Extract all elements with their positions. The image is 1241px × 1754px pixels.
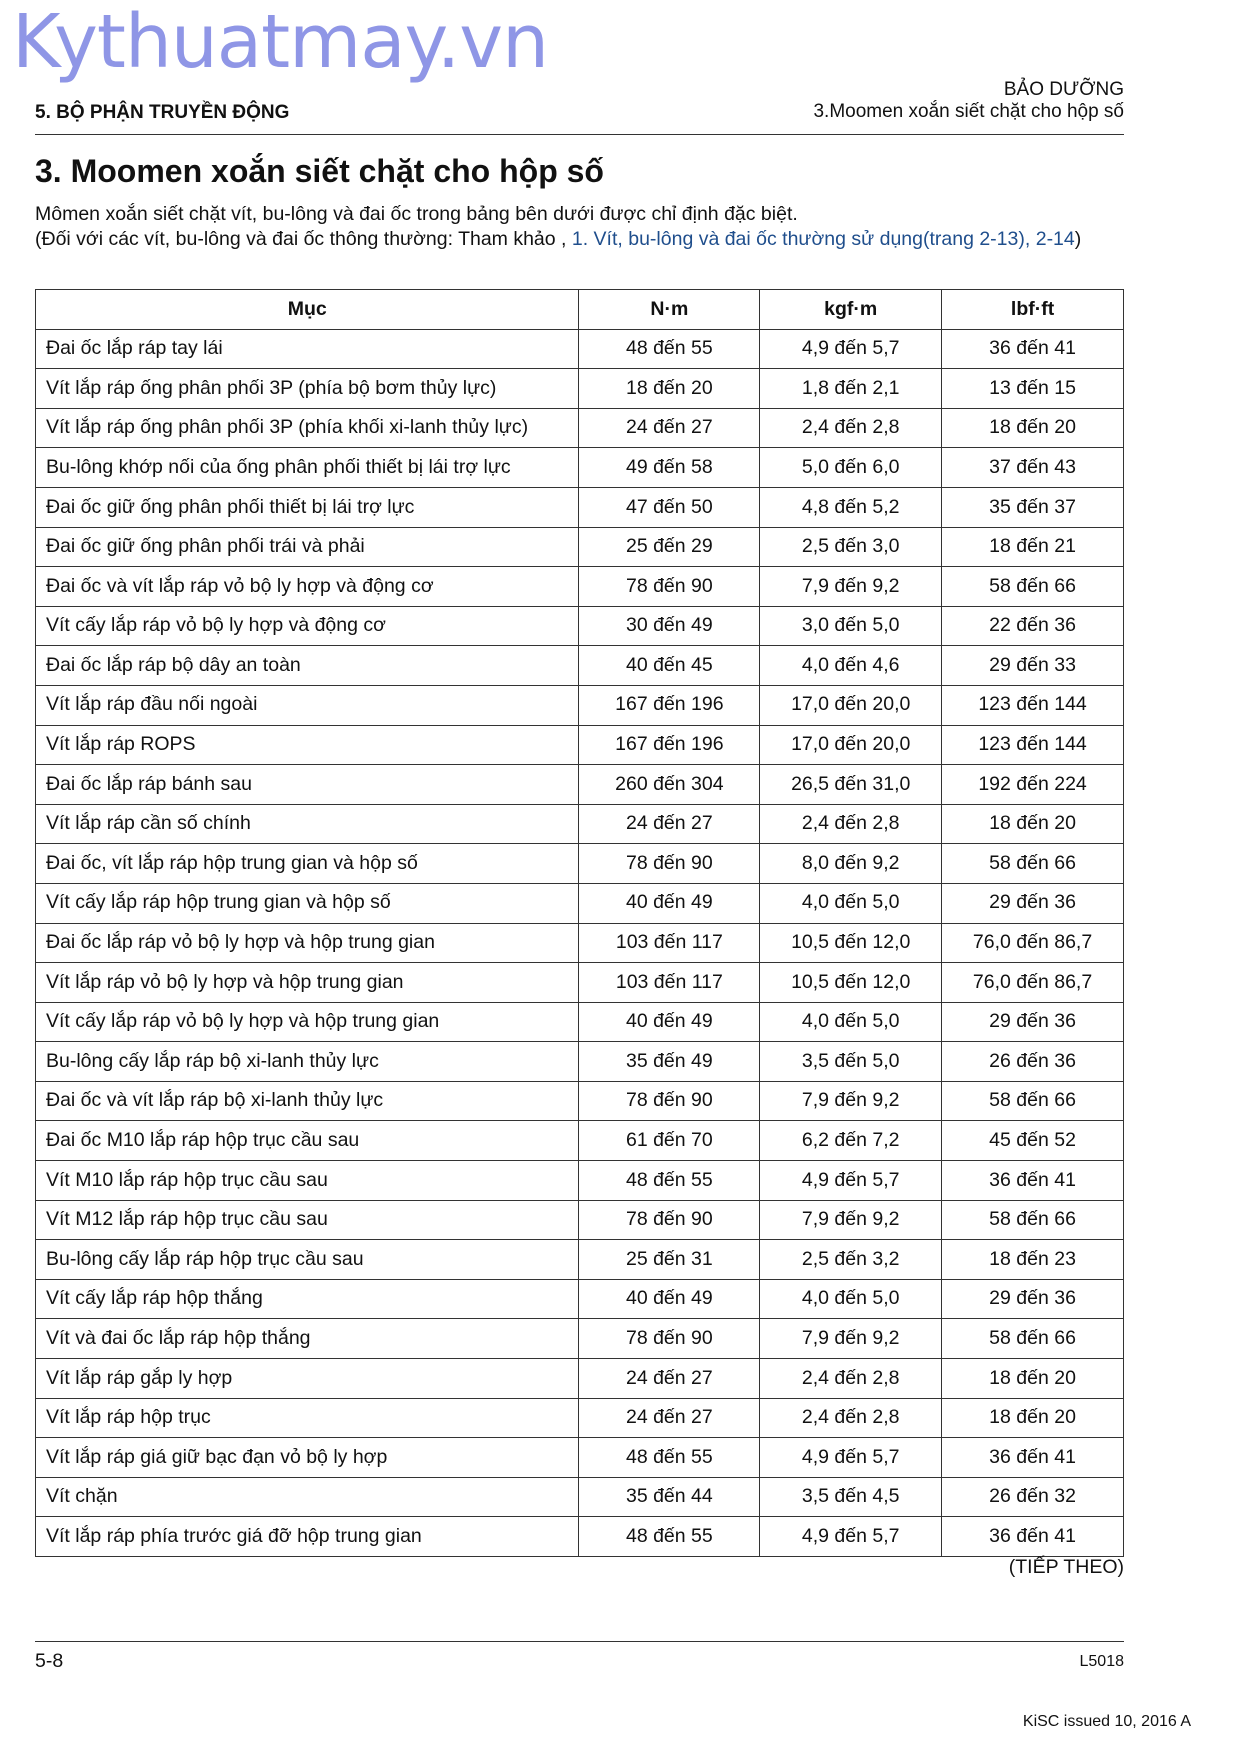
cell-lbfft: 29 đến 36	[942, 883, 1124, 923]
cell-item: Vít lắp ráp phía trước giá đỡ hộp trung gian	[36, 1517, 579, 1557]
cell-kgfm: 2,5 đến 3,2	[760, 1240, 942, 1280]
table-row	[36, 1359, 1124, 1399]
cell-kgfm: 4,0 đến 4,6	[760, 646, 942, 686]
table-header-row	[36, 290, 1124, 330]
cell-nm: 103 đến 117	[579, 963, 760, 1003]
cell-item: Vít M10 lắp ráp hộp trục cầu sau	[36, 1161, 579, 1201]
cell-item: Bu-lông cấy lắp ráp bộ xi-lanh thủy lực	[36, 1042, 579, 1082]
header-lbfft: lbf·ft	[942, 290, 1124, 330]
cell-nm: 40 đến 49	[579, 883, 760, 923]
header-section: 5. BỘ PHẬN TRUYỀN ĐỘNG	[35, 102, 290, 123]
cell-item: Đai ốc lắp ráp tay lái	[36, 329, 579, 369]
cell-item: Vít cấy lắp ráp hộp thắng	[36, 1279, 579, 1319]
cell-nm: 25 đến 31	[579, 1240, 760, 1280]
table-row	[36, 329, 1124, 369]
cell-item: Vít chặn	[36, 1477, 579, 1517]
cell-lbfft: 35 đến 37	[942, 487, 1124, 527]
cell-nm: 47 đến 50	[579, 487, 760, 527]
cell-nm: 78 đến 90	[579, 1081, 760, 1121]
cell-nm: 78 đến 90	[579, 567, 760, 607]
table-row	[36, 1517, 1124, 1557]
table-row	[36, 487, 1124, 527]
cell-nm: 61 đến 70	[579, 1121, 760, 1161]
reference-link-sep: ,	[1024, 228, 1036, 250]
cell-item: Vít lắp ráp cần số chính	[36, 804, 579, 844]
cell-lbfft: 36 đến 41	[942, 1438, 1124, 1478]
cell-kgfm: 7,9 đến 9,2	[760, 567, 942, 607]
cell-item: Vít cấy lắp ráp hộp trung gian và hộp số	[36, 883, 579, 923]
table-row	[36, 1002, 1124, 1042]
cell-lbfft: 36 đến 41	[942, 1517, 1124, 1557]
cell-lbfft: 58 đến 66	[942, 844, 1124, 884]
cell-lbfft: 18 đến 20	[942, 408, 1124, 448]
table-row	[36, 685, 1124, 725]
cell-kgfm: 10,5 đến 12,0	[760, 923, 942, 963]
cell-item: Bu-lông cấy lắp ráp hộp trục cầu sau	[36, 1240, 579, 1280]
cell-kgfm: 2,4 đến 2,8	[760, 1359, 942, 1399]
intro-line-1: Mômen xoắn siết chặt vít, bu-lông và đai ốc trong bảng bên dưới được chỉ định đặc biệt.	[35, 203, 798, 225]
cell-item: Vít và đai ốc lắp ráp hộp thắng	[36, 1319, 579, 1359]
cell-nm: 48 đến 55	[579, 329, 760, 369]
table-row	[36, 1161, 1124, 1201]
table-row	[36, 606, 1124, 646]
header-item: Mục	[36, 290, 579, 330]
table-row	[36, 1121, 1124, 1161]
page-number: 5-8	[35, 1650, 64, 1672]
cell-item: Vít lắp ráp ống phân phối 3P (phía khối xi-lanh thủy lực)	[36, 408, 579, 448]
cell-lbfft: 29 đến 33	[942, 646, 1124, 686]
cell-nm: 30 đến 49	[579, 606, 760, 646]
cell-lbfft: 36 đến 41	[942, 1161, 1124, 1201]
cell-kgfm: 26,5 đến 31,0	[760, 765, 942, 805]
cell-lbfft: 18 đến 23	[942, 1240, 1124, 1280]
table-row	[36, 1081, 1124, 1121]
cell-item: Vít lắp ráp giá giữ bạc đạn vỏ bộ ly hợp	[36, 1438, 579, 1478]
table-row	[36, 1319, 1124, 1359]
table-row	[36, 804, 1124, 844]
cell-lbfft: 29 đến 36	[942, 1002, 1124, 1042]
cell-lbfft: 123 đến 144	[942, 685, 1124, 725]
table-row	[36, 448, 1124, 488]
cell-nm: 35 đến 49	[579, 1042, 760, 1082]
cell-nm: 78 đến 90	[579, 1319, 760, 1359]
cell-kgfm: 8,0 đến 9,2	[760, 844, 942, 884]
cell-item: Vít lắp ráp ống phân phối 3P (phía bộ bơm thủy lực)	[36, 369, 579, 409]
cell-lbfft: 13 đến 15	[942, 369, 1124, 409]
cell-nm: 260 đến 304	[579, 765, 760, 805]
cell-kgfm: 4,9 đến 5,7	[760, 1161, 942, 1201]
cell-item: Vít cấy lắp ráp vỏ bộ ly hợp và động cơ	[36, 606, 579, 646]
cell-item: Vít lắp ráp vỏ bộ ly hợp và hộp trung gian	[36, 963, 579, 1003]
cell-lbfft: 26 đến 32	[942, 1477, 1124, 1517]
table-row	[36, 844, 1124, 884]
cell-nm: 167 đến 196	[579, 725, 760, 765]
table-row	[36, 963, 1124, 1003]
table-row	[36, 646, 1124, 686]
cell-lbfft: 22 đến 36	[942, 606, 1124, 646]
cell-lbfft: 18 đến 20	[942, 1398, 1124, 1438]
cell-kgfm: 17,0 đến 20,0	[760, 725, 942, 765]
cell-nm: 40 đến 49	[579, 1002, 760, 1042]
cell-nm: 24 đến 27	[579, 804, 760, 844]
header-rule	[35, 134, 1124, 135]
cell-kgfm: 4,9 đến 5,7	[760, 1517, 942, 1557]
cell-lbfft: 58 đến 66	[942, 1200, 1124, 1240]
table-row	[36, 527, 1124, 567]
table-row	[36, 1279, 1124, 1319]
cell-kgfm: 4,9 đến 5,7	[760, 329, 942, 369]
cell-lbfft: 26 đến 36	[942, 1042, 1124, 1082]
table-row	[36, 883, 1124, 923]
table-row	[36, 1200, 1124, 1240]
cell-item: Vít M12 lắp ráp hộp trục cầu sau	[36, 1200, 579, 1240]
cell-kgfm: 2,5 đến 3,0	[760, 527, 942, 567]
cell-kgfm: 4,8 đến 5,2	[760, 487, 942, 527]
intro-prefix: (Đối với các vít, bu-lông và đai ốc thông thường: Tham khảo ,	[35, 228, 572, 250]
cell-lbfft: 18 đến 21	[942, 527, 1124, 567]
table-row	[36, 765, 1124, 805]
intro-close: )	[1074, 228, 1082, 250]
table-row	[36, 1240, 1124, 1280]
footer-rule	[35, 1641, 1124, 1642]
cell-kgfm: 5,0 đến 6,0	[760, 448, 942, 488]
cell-nm: 25 đến 29	[579, 527, 760, 567]
cell-lbfft: 36 đến 41	[942, 329, 1124, 369]
header-right	[813, 79, 1124, 123]
cell-kgfm: 2,4 đến 2,8	[760, 408, 942, 448]
cell-kgfm: 7,9 đến 9,2	[760, 1081, 942, 1121]
cell-lbfft: 58 đến 66	[942, 1319, 1124, 1359]
cell-item: Đai ốc lắp ráp vỏ bộ ly hợp và hộp trung gian	[36, 923, 579, 963]
cell-nm: 40 đến 45	[579, 646, 760, 686]
header-subtitle: 3.Moomen xoắn siết chặt cho hộp số	[813, 101, 1124, 122]
cell-nm: 48 đến 55	[579, 1438, 760, 1478]
cell-nm: 49 đến 58	[579, 448, 760, 488]
cell-item: Vít lắp ráp ROPS	[36, 725, 579, 765]
cell-kgfm: 4,0 đến 5,0	[760, 1002, 942, 1042]
cell-kgfm: 17,0 đến 20,0	[760, 685, 942, 725]
cell-nm: 24 đến 27	[579, 408, 760, 448]
cell-item: Vít lắp ráp đầu nối ngoài	[36, 685, 579, 725]
cell-nm: 18 đến 20	[579, 369, 760, 409]
reference-link-2[interactable]: 2-14	[1035, 228, 1075, 250]
header-nm: N·m	[579, 290, 760, 330]
cell-kgfm: 3,0 đến 5,0	[760, 606, 942, 646]
cell-kgfm: 7,9 đến 9,2	[760, 1319, 942, 1359]
cell-lbfft: 58 đến 66	[942, 1081, 1124, 1121]
cell-item: Vít lắp ráp hộp trục	[36, 1398, 579, 1438]
reference-link-1[interactable]: 1. Vít, bu-lông và đai ốc thường sử dụng(trang 2-13)	[571, 228, 1025, 250]
cell-lbfft: 18 đến 20	[942, 804, 1124, 844]
cell-item: Vít cấy lắp ráp vỏ bộ ly hợp và hộp trung gian	[36, 1002, 579, 1042]
cell-kgfm: 4,9 đến 5,7	[760, 1438, 942, 1478]
cell-nm: 48 đến 55	[579, 1161, 760, 1201]
header-kgfm: kgf·m	[760, 290, 942, 330]
cell-lbfft: 192 đến 224	[942, 765, 1124, 805]
table-row	[36, 1477, 1124, 1517]
issued-note: KiSC issued 10, 2016 A	[1022, 1713, 1191, 1730]
cell-nm: 24 đến 27	[579, 1359, 760, 1399]
table-body	[36, 329, 1124, 1556]
cell-nm: 35 đến 44	[579, 1477, 760, 1517]
table-row	[36, 1398, 1124, 1438]
cell-kgfm: 2,4 đến 2,8	[760, 804, 942, 844]
cell-item: Đai ốc lắp ráp bộ dây an toàn	[36, 646, 579, 686]
document-code: L5018	[1079, 1653, 1124, 1670]
cell-nm: 24 đến 27	[579, 1398, 760, 1438]
table-row	[36, 1438, 1124, 1478]
intro-line-2	[35, 227, 1127, 252]
table-row	[36, 408, 1124, 448]
cell-kgfm: 3,5 đến 4,5	[760, 1477, 942, 1517]
cell-nm: 48 đến 55	[579, 1517, 760, 1557]
cell-item: Đai ốc giữ ống phân phối trái và phải	[36, 527, 579, 567]
table-row	[36, 369, 1124, 409]
header-category: BẢO DƯỠNG	[1003, 79, 1124, 100]
cell-lbfft: 29 đến 36	[942, 1279, 1124, 1319]
cell-kgfm: 1,8 đến 2,1	[760, 369, 942, 409]
cell-nm: 103 đến 117	[579, 923, 760, 963]
cell-nm: 40 đến 49	[579, 1279, 760, 1319]
cell-nm: 167 đến 196	[579, 685, 760, 725]
cell-lbfft: 18 đến 20	[942, 1359, 1124, 1399]
cell-item: Đai ốc, vít lắp ráp hộp trung gian và hộp số	[36, 844, 579, 884]
cell-lbfft: 76,0 đến 86,7	[942, 963, 1124, 1003]
continued-label: (TIẾP THEO)	[1008, 1556, 1124, 1578]
cell-nm: 78 đến 90	[579, 844, 760, 884]
table-row	[36, 725, 1124, 765]
cell-kgfm: 4,0 đến 5,0	[760, 1279, 942, 1319]
cell-kgfm: 2,4 đến 2,8	[760, 1398, 942, 1438]
cell-lbfft: 58 đến 66	[942, 567, 1124, 607]
cell-item: Vít lắp ráp gắp ly hợp	[36, 1359, 579, 1399]
cell-kgfm: 4,0 đến 5,0	[760, 883, 942, 923]
cell-nm: 78 đến 90	[579, 1200, 760, 1240]
table-row	[36, 1042, 1124, 1082]
cell-lbfft: 37 đến 43	[942, 448, 1124, 488]
cell-lbfft: 45 đến 52	[942, 1121, 1124, 1161]
cell-lbfft: 76,0 đến 86,7	[942, 923, 1124, 963]
intro-paragraph	[35, 202, 1127, 252]
watermark: Kythuatmay.vn	[12, 0, 549, 85]
cell-kgfm: 10,5 đến 12,0	[760, 963, 942, 1003]
cell-item: Đai ốc M10 lắp ráp hộp trục cầu sau	[36, 1121, 579, 1161]
cell-item: Đai ốc và vít lắp ráp vỏ bộ ly hợp và động cơ	[36, 567, 579, 607]
cell-item: Đai ốc giữ ống phân phối thiết bị lái trợ lực	[36, 487, 579, 527]
cell-item: Đai ốc và vít lắp ráp bộ xi-lanh thủy lực	[36, 1081, 579, 1121]
cell-kgfm: 3,5 đến 5,0	[760, 1042, 942, 1082]
table-row	[36, 923, 1124, 963]
torque-table	[35, 289, 1124, 1557]
cell-item: Bu-lông khớp nối của ống phân phối thiết bị lái trợ lực	[36, 448, 579, 488]
table-row	[36, 567, 1124, 607]
cell-lbfft: 123 đến 144	[942, 725, 1124, 765]
cell-kgfm: 6,2 đến 7,2	[760, 1121, 942, 1161]
cell-kgfm: 7,9 đến 9,2	[760, 1200, 942, 1240]
page-title: 3. Moomen xoắn siết chặt cho hộp số	[35, 153, 604, 189]
cell-item: Đai ốc lắp ráp bánh sau	[36, 765, 579, 805]
